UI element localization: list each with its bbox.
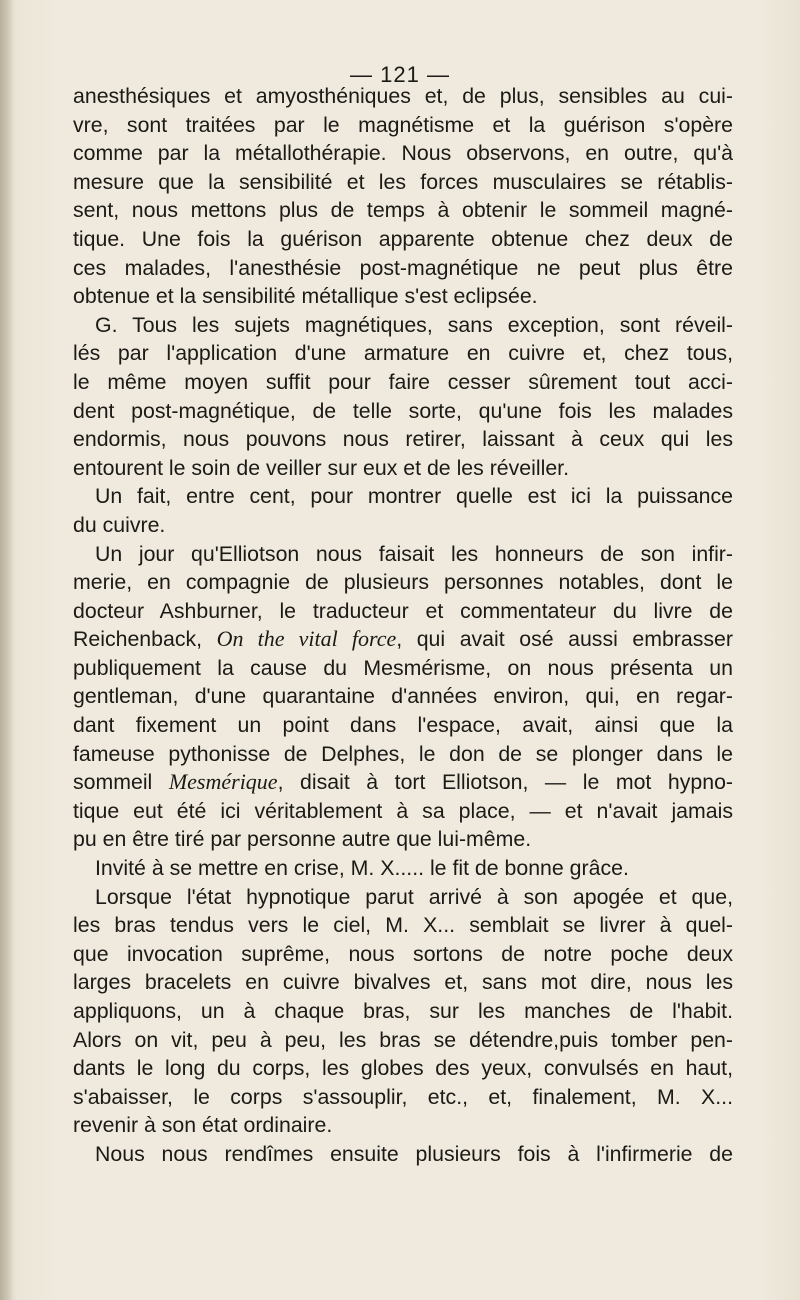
paragraph-6 xyxy=(73,883,733,1140)
text-line: dent post-magnétique, de telle sorte, qu'une fois les malades xyxy=(73,398,733,423)
text-line-with-italic xyxy=(73,768,733,797)
text-line: Alors on vit, peu à peu, les bras se détendre,puis tomber pen- xyxy=(73,1027,733,1052)
text-line: du cuivre. xyxy=(73,512,166,537)
text-fragment: sommeil xyxy=(73,770,169,795)
text-line: que invocation suprême, nous sortons de notre poche deux xyxy=(73,941,733,966)
text-line: anesthésiques et amyosthéniques et, de plus, sensibles au cui- xyxy=(73,84,733,108)
text-line: revenir à son état ordinaire. xyxy=(73,1113,333,1138)
text-line: merie, en compagnie de plusieurs personnes notables, dont le xyxy=(73,570,733,595)
text-line: tique. Une fois la guérison apparente obtenue chez deux de xyxy=(73,226,733,251)
text-line: comme par la métallothérapie. Nous observons, en outre, qu'à xyxy=(73,141,733,166)
text-line: entourent le soin de veiller sur eux et de les réveiller. xyxy=(73,455,570,480)
text-line: larges bracelets en cuivre bivalves et, sans mot dire, nous les xyxy=(73,970,733,995)
paragraph-3 xyxy=(73,482,733,539)
text-line: vre, sont traitées par le magnétisme et la guérison s'opère xyxy=(73,112,733,137)
text-line: mesure que la sensibilité et les forces musculaires se rétablis- xyxy=(73,169,733,194)
text-line: appliquons, un à chaque bras, sur les manches de l'habit. xyxy=(73,999,733,1023)
text-line: publiquement la cause du Mesmérisme, on nous présenta un xyxy=(73,655,733,680)
paragraph-2 xyxy=(73,311,733,483)
text-line: Lorsque l'état hypnotique parut arrivé à son apogée et que, xyxy=(95,884,733,909)
text-line: endormis, nous pouvons nous retirer, laissant à ceux qui les xyxy=(73,427,733,452)
book-title: On the vital force xyxy=(216,626,397,652)
text-line: Un fait, entre cent, pour montrer quelle est ici la puissance xyxy=(95,484,733,509)
text-line: dants le long du corps, les globes des yeux, convulsés en haut, xyxy=(73,1056,733,1081)
text-fragment: , disait à tort Elliotson, — le mot hypno- xyxy=(277,770,733,795)
text-line: Nous nous rendîmes ensuite plusieurs fois à l'infirmerie de xyxy=(95,1141,733,1166)
text-line: docteur Ashburner, le traducteur et commentateur du livre de xyxy=(73,598,733,623)
binding-shadow xyxy=(0,0,14,1300)
paragraph-5 xyxy=(73,854,733,883)
text-line: lés par l'application d'une armature en cuivre et, chez tous, xyxy=(73,341,733,366)
paragraph-1 xyxy=(73,82,733,311)
text-line: G. Tous les sujets magnétiques, sans exception, sont réveil- xyxy=(95,312,733,337)
text-line: Un jour qu'Elliotson nous faisait les honneurs de son infir- xyxy=(95,541,733,566)
page-number: — 121 — xyxy=(350,62,450,87)
text-line: dant fixement un point dans l'espace, avait, ainsi que la xyxy=(73,713,733,738)
text-line: obtenue et la sensibilité métallique s'est eclipsée. xyxy=(73,284,538,309)
paragraph-4 xyxy=(73,540,733,855)
paragraph-7 xyxy=(73,1140,733,1169)
text-line: pu en être tiré par personne autre que lui-même. xyxy=(73,827,532,852)
text-line: ces malades, l'anesthésie post-magnétique ne peut plus être xyxy=(73,255,733,280)
text-fragment: , qui avait osé aussi embrasser xyxy=(396,627,733,652)
text-line: le même moyen suffit pour faire cesser sûrement tout acci- xyxy=(73,369,733,394)
text-line: fameuse pythonisse de Delphes, le don de se plonger dans le xyxy=(73,741,733,766)
text-line: sent, nous mettons plus de temps à obtenir le sommeil magné- xyxy=(73,198,733,223)
body-text xyxy=(73,82,733,1169)
text-line: s'abaisser, le corps s'assouplir, etc., et, finalement, M. X... xyxy=(73,1084,733,1109)
italic-word: Mesmérique xyxy=(168,769,278,795)
text-line-with-title xyxy=(73,625,733,654)
text-line: tique eut été ici véritablement à sa place, — et n'avait jamais xyxy=(73,798,733,823)
text-line: gentleman, d'une quarantaine d'années environ, qui, en regar- xyxy=(73,684,733,709)
text-line: Invité à se mettre en crise, M. X..... le fit de bonne grâce. xyxy=(95,856,629,881)
text-line: les bras tendus vers le ciel, M. X... semblait se livrer à quel- xyxy=(73,913,733,938)
text-fragment: Reichenback, xyxy=(73,627,217,652)
